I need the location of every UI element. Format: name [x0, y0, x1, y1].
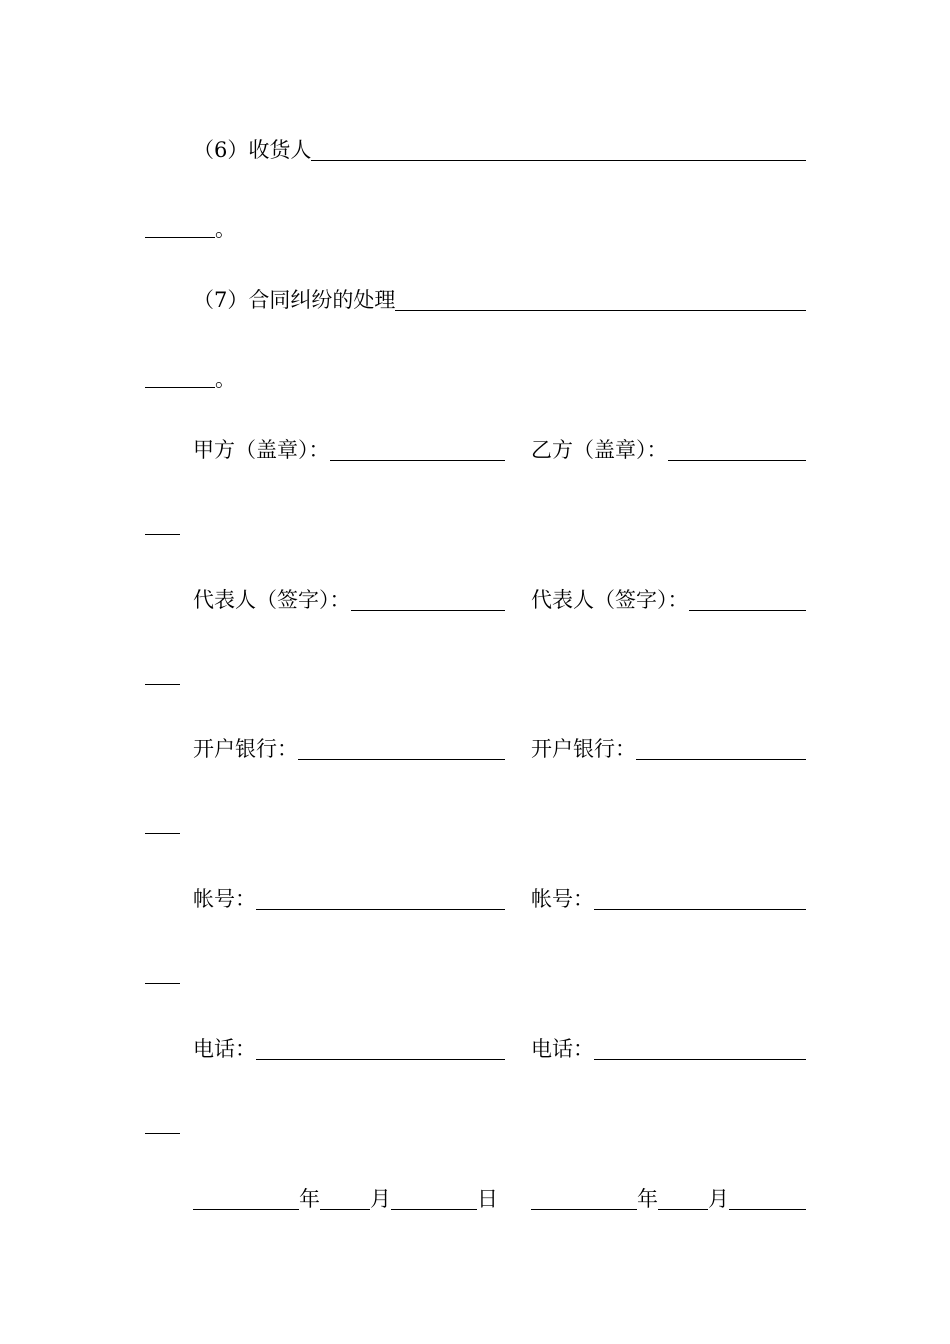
party-a-day-label: 日 [477, 1187, 498, 1211]
party-a-date-field [193, 1177, 505, 1217]
party-b-seal-blank-cont[interactable] [145, 533, 180, 535]
party-b-month-label: 月 [708, 1187, 729, 1211]
party-a-month-label: 月 [370, 1187, 391, 1211]
clause-7-line [193, 278, 806, 318]
party-a-rep-field [193, 578, 505, 618]
party-b-date-field [531, 1177, 806, 1217]
clause-6-end: 。 [215, 217, 236, 241]
clause-7-label: （7）合同纠纷的处理 [193, 288, 396, 312]
clause-6-continuation [145, 205, 265, 245]
party-b-phone-label: 电话： [531, 1037, 594, 1061]
party-a-seal-field [193, 428, 505, 468]
clause-7-blank[interactable] [395, 309, 806, 311]
party-b-seal-label: 乙方（盖章）： [531, 438, 668, 462]
party-b-rep-blank-cont[interactable] [145, 683, 180, 685]
party-b-bank-field [531, 727, 806, 767]
party-a-phone-field [193, 1027, 505, 1067]
party-b-seal-blank[interactable] [668, 459, 807, 461]
party-b-account-blank[interactable] [594, 908, 806, 910]
party-a-phone-label: 电话： [193, 1037, 256, 1061]
party-a-account-blank[interactable] [256, 908, 505, 910]
party-b-bank-blank[interactable] [636, 758, 806, 760]
party-b-day-blank[interactable] [729, 1208, 806, 1210]
party-b-bank-blank-cont[interactable] [145, 832, 180, 834]
party-b-account-field [531, 877, 806, 917]
party-b-year-blank[interactable] [531, 1208, 637, 1210]
party-b-seal-field [531, 428, 806, 468]
party-b-phone-field [531, 1027, 806, 1067]
party-a-seal-label: 甲方（盖章）： [193, 438, 330, 462]
clause-6-line [193, 128, 806, 168]
party-a-account-label: 帐号： [193, 887, 256, 911]
party-b-phone-blank[interactable] [594, 1058, 806, 1060]
party-b-rep-blank[interactable] [689, 609, 807, 611]
clause-7-blank-cont[interactable] [145, 386, 215, 388]
party-b-phone-blank-cont[interactable] [145, 1132, 180, 1134]
party-b-rep-label: 代表人（签字）： [531, 588, 689, 612]
party-a-day-blank[interactable] [391, 1208, 477, 1210]
party-b-account-blank-cont[interactable] [145, 982, 180, 984]
clause-7-end: 。 [215, 367, 236, 391]
party-b-account-label: 帐号： [531, 887, 594, 911]
party-b-year-label: 年 [637, 1187, 658, 1211]
party-a-account-field [193, 877, 505, 917]
clause-6-blank[interactable] [311, 159, 806, 161]
party-a-year-label: 年 [299, 1187, 320, 1211]
party-a-rep-label: 代表人（签字）： [193, 588, 351, 612]
party-b-month-blank[interactable] [658, 1208, 708, 1210]
party-b-rep-field [531, 578, 806, 618]
clause-7-continuation [145, 355, 265, 395]
party-a-phone-blank[interactable] [256, 1058, 505, 1060]
party-b-bank-label: 开户银行： [531, 737, 636, 761]
clause-6-label: （6）收货人 [193, 138, 312, 162]
clause-6-blank-cont[interactable] [145, 236, 215, 238]
party-a-month-blank[interactable] [320, 1208, 370, 1210]
party-a-bank-label: 开户银行： [193, 737, 298, 761]
party-a-year-blank[interactable] [193, 1208, 299, 1210]
party-a-seal-blank[interactable] [330, 459, 506, 461]
party-a-bank-blank[interactable] [298, 758, 505, 760]
party-a-bank-field [193, 727, 505, 767]
party-a-rep-blank[interactable] [351, 609, 506, 611]
